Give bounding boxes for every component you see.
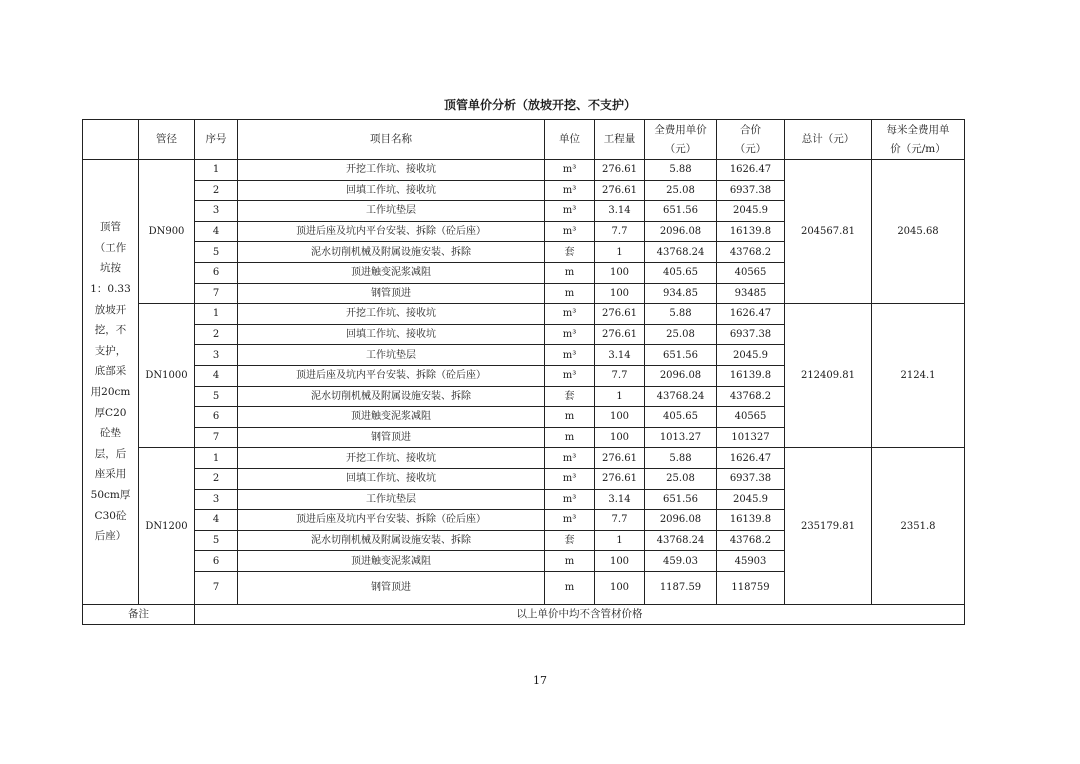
seq-cell: 2	[195, 468, 238, 489]
seq-cell: 6	[195, 262, 238, 283]
header-unit-price-line2: （元）	[664, 142, 697, 155]
item-name-cell: 工作坑垫层	[238, 345, 545, 366]
item-name-cell: 钢管顶进	[238, 571, 545, 604]
unit-cell: m	[545, 571, 595, 604]
unit-cell: m³	[545, 489, 595, 510]
item-name-cell: 钢管顶进	[238, 427, 545, 448]
item-name-cell: 顶进触变泥浆减阻	[238, 407, 545, 428]
unit-price-cell: 405.65	[645, 407, 717, 428]
item-name-cell: 顶进后座及坑内平台安装、拆除（砼后座）	[238, 365, 545, 386]
header-unit: 单位	[545, 120, 595, 160]
unit-price-cell: 1013.27	[645, 427, 717, 448]
page-number: 17	[533, 674, 547, 687]
unit-cell: m	[545, 427, 595, 448]
unit-cell: m	[545, 262, 595, 283]
subtotal-cell: 1626.47	[717, 160, 785, 181]
seq-cell: 4	[195, 365, 238, 386]
header-row	[83, 120, 965, 160]
seq-cell: 4	[195, 221, 238, 242]
item-name-cell: 顶进后座及坑内平台安装、拆除（砼后座）	[238, 221, 545, 242]
item-name-cell: 泥水切削机械及附属设施安装、拆除	[238, 530, 545, 551]
header-quantity: 工程量	[595, 120, 645, 160]
seq-cell: 7	[195, 427, 238, 448]
item-name-cell: 回填工作坑、接收坑	[238, 180, 545, 201]
total-cell: 235179.81	[785, 448, 872, 605]
unit-cell: 套	[545, 242, 595, 263]
unit-cell: m³	[545, 201, 595, 222]
unit-price-cell: 43768.24	[645, 530, 717, 551]
unit-cell: m	[545, 283, 595, 304]
quantity-cell: 100	[595, 283, 645, 304]
unit-price-cell: 5.88	[645, 448, 717, 469]
unit-cell: m³	[545, 448, 595, 469]
header-pipe-diameter: 管径	[139, 120, 195, 160]
item-name-cell: 顶进触变泥浆减阻	[238, 551, 545, 572]
seq-cell: 2	[195, 324, 238, 345]
item-name-cell: 钢管顶进	[238, 283, 545, 304]
pipe-diameter-cell: DN900	[139, 160, 195, 304]
header-per-meter-line2: 价（元/m）	[890, 142, 946, 155]
unit-price-cell: 43768.24	[645, 242, 717, 263]
unit-cell: m³	[545, 468, 595, 489]
quantity-cell: 3.14	[595, 489, 645, 510]
header-unit-price-line1: 全费用单价	[654, 123, 707, 136]
seq-cell: 1	[195, 160, 238, 181]
unit-price-cell: 2096.08	[645, 510, 717, 531]
subtotal-cell: 45903	[717, 551, 785, 572]
quantity-cell: 100	[595, 551, 645, 572]
quantity-cell: 3.14	[595, 201, 645, 222]
seq-cell: 2	[195, 180, 238, 201]
subtotal-cell: 43768.2	[717, 386, 785, 407]
unit-price-table	[82, 119, 965, 625]
seq-cell: 7	[195, 283, 238, 304]
pipe-diameter-cell: DN1200	[139, 448, 195, 605]
subtotal-cell: 2045.9	[717, 489, 785, 510]
subtotal-cell: 43768.2	[717, 242, 785, 263]
unit-cell: m	[545, 551, 595, 572]
unit-cell: m³	[545, 365, 595, 386]
unit-cell: m³	[545, 180, 595, 201]
quantity-cell: 100	[595, 262, 645, 283]
quantity-cell: 276.61	[595, 448, 645, 469]
item-name-cell: 工作坑垫层	[238, 201, 545, 222]
unit-price-cell: 934.85	[645, 283, 717, 304]
unit-cell: m³	[545, 345, 595, 366]
table-row	[83, 304, 965, 325]
quantity-cell: 1	[595, 386, 645, 407]
unit-price-cell: 5.88	[645, 304, 717, 325]
quantity-cell: 7.7	[595, 510, 645, 531]
seq-cell: 5	[195, 386, 238, 407]
unit-cell: 套	[545, 530, 595, 551]
unit-price-cell: 43768.24	[645, 386, 717, 407]
seq-cell: 5	[195, 242, 238, 263]
header-subtotal	[717, 120, 785, 160]
unit-price-cell: 2096.08	[645, 221, 717, 242]
subtotal-cell: 6937.38	[717, 180, 785, 201]
quantity-cell: 1	[595, 242, 645, 263]
subtotal-cell: 40565	[717, 262, 785, 283]
unit-price-cell: 25.08	[645, 468, 717, 489]
quantity-cell: 276.61	[595, 324, 645, 345]
table-row	[83, 160, 965, 181]
total-cell: 204567.81	[785, 160, 872, 304]
seq-cell: 3	[195, 201, 238, 222]
item-name-cell: 工作坑垫层	[238, 489, 545, 510]
per-meter-cell: 2124.1	[872, 304, 965, 448]
subtotal-cell: 93485	[717, 283, 785, 304]
unit-price-cell: 651.56	[645, 345, 717, 366]
unit-price-cell: 459.03	[645, 551, 717, 572]
item-name-cell: 顶进触变泥浆减阻	[238, 262, 545, 283]
quantity-cell: 100	[595, 571, 645, 604]
unit-price-cell: 651.56	[645, 489, 717, 510]
quantity-cell: 100	[595, 427, 645, 448]
seq-cell: 1	[195, 304, 238, 325]
header-subtotal-line2: （元）	[734, 142, 767, 155]
unit-price-cell: 25.08	[645, 180, 717, 201]
seq-cell: 6	[195, 407, 238, 428]
subtotal-cell: 101327	[717, 427, 785, 448]
unit-price-cell: 1187.59	[645, 571, 717, 604]
item-name-cell: 顶进后座及坑内平台安装、拆除（砼后座）	[238, 510, 545, 531]
note-text: 以上单价中均不含管材价格	[195, 604, 965, 625]
note-row	[83, 604, 965, 625]
subtotal-cell: 6937.38	[717, 468, 785, 489]
unit-price-cell: 5.88	[645, 160, 717, 181]
seq-cell: 4	[195, 510, 238, 531]
subtotal-cell: 6937.38	[717, 324, 785, 345]
header-blank	[83, 120, 139, 160]
quantity-cell: 276.61	[595, 468, 645, 489]
unit-cell: 套	[545, 386, 595, 407]
quantity-cell: 276.61	[595, 160, 645, 181]
quantity-cell: 276.61	[595, 180, 645, 201]
subtotal-cell: 1626.47	[717, 448, 785, 469]
subtotal-cell: 16139.8	[717, 365, 785, 386]
header-per-meter	[872, 120, 965, 160]
header-unit-price	[645, 120, 717, 160]
seq-cell: 5	[195, 530, 238, 551]
seq-cell: 6	[195, 551, 238, 572]
item-name-cell: 泥水切削机械及附属设施安装、拆除	[238, 386, 545, 407]
quantity-cell: 276.61	[595, 304, 645, 325]
unit-price-cell: 2096.08	[645, 365, 717, 386]
item-name-cell: 回填工作坑、接收坑	[238, 324, 545, 345]
seq-cell: 1	[195, 448, 238, 469]
item-name-cell: 开挖工作坑、接收坑	[238, 160, 545, 181]
quantity-cell: 7.7	[595, 221, 645, 242]
item-name-cell: 开挖工作坑、接收坑	[238, 448, 545, 469]
unit-price-cell: 405.65	[645, 262, 717, 283]
item-name-cell: 回填工作坑、接收坑	[238, 468, 545, 489]
quantity-cell: 1	[595, 530, 645, 551]
subtotal-cell: 40565	[717, 407, 785, 428]
unit-cell: m³	[545, 221, 595, 242]
pipe-diameter-cell: DN1000	[139, 304, 195, 448]
per-meter-cell: 2045.68	[872, 160, 965, 304]
unit-price-cell: 651.56	[645, 201, 717, 222]
header-seq: 序号	[195, 120, 238, 160]
unit-price-cell: 25.08	[645, 324, 717, 345]
per-meter-cell: 2351.8	[872, 448, 965, 605]
note-label: 备注	[83, 604, 195, 625]
header-item-name: 项目名称	[238, 120, 545, 160]
quantity-cell: 100	[595, 407, 645, 428]
row-group-label: 顶管 （工作 坑按 1：0.33 放坡开 挖，不 支护， 底部采 用20cm 厚C20 砼垫 层，后 座采用 50cm厚 C30砼 后座）	[83, 160, 139, 605]
subtotal-cell: 16139.8	[717, 221, 785, 242]
header-subtotal-line1: 合价	[740, 123, 761, 136]
unit-cell: m³	[545, 304, 595, 325]
unit-cell: m³	[545, 160, 595, 181]
total-cell: 212409.81	[785, 304, 872, 448]
item-name-cell: 泥水切削机械及附属设施安装、拆除	[238, 242, 545, 263]
subtotal-cell: 1626.47	[717, 304, 785, 325]
subtotal-cell: 43768.2	[717, 530, 785, 551]
quantity-cell: 3.14	[595, 345, 645, 366]
header-per-meter-line1: 每米全费用单	[886, 123, 950, 136]
subtotal-cell: 16139.8	[717, 510, 785, 531]
seq-cell: 3	[195, 345, 238, 366]
header-total: 总计（元）	[785, 120, 872, 160]
unit-cell: m	[545, 407, 595, 428]
table-title: 顶管单价分析（放坡开挖、不支护）	[443, 98, 636, 112]
seq-cell: 3	[195, 489, 238, 510]
table-row	[83, 448, 965, 469]
unit-cell: m³	[545, 510, 595, 531]
subtotal-cell: 118759	[717, 571, 785, 604]
subtotal-cell: 2045.9	[717, 345, 785, 366]
subtotal-cell: 2045.9	[717, 201, 785, 222]
item-name-cell: 开挖工作坑、接收坑	[238, 304, 545, 325]
seq-cell: 7	[195, 571, 238, 604]
unit-cell: m³	[545, 324, 595, 345]
quantity-cell: 7.7	[595, 365, 645, 386]
